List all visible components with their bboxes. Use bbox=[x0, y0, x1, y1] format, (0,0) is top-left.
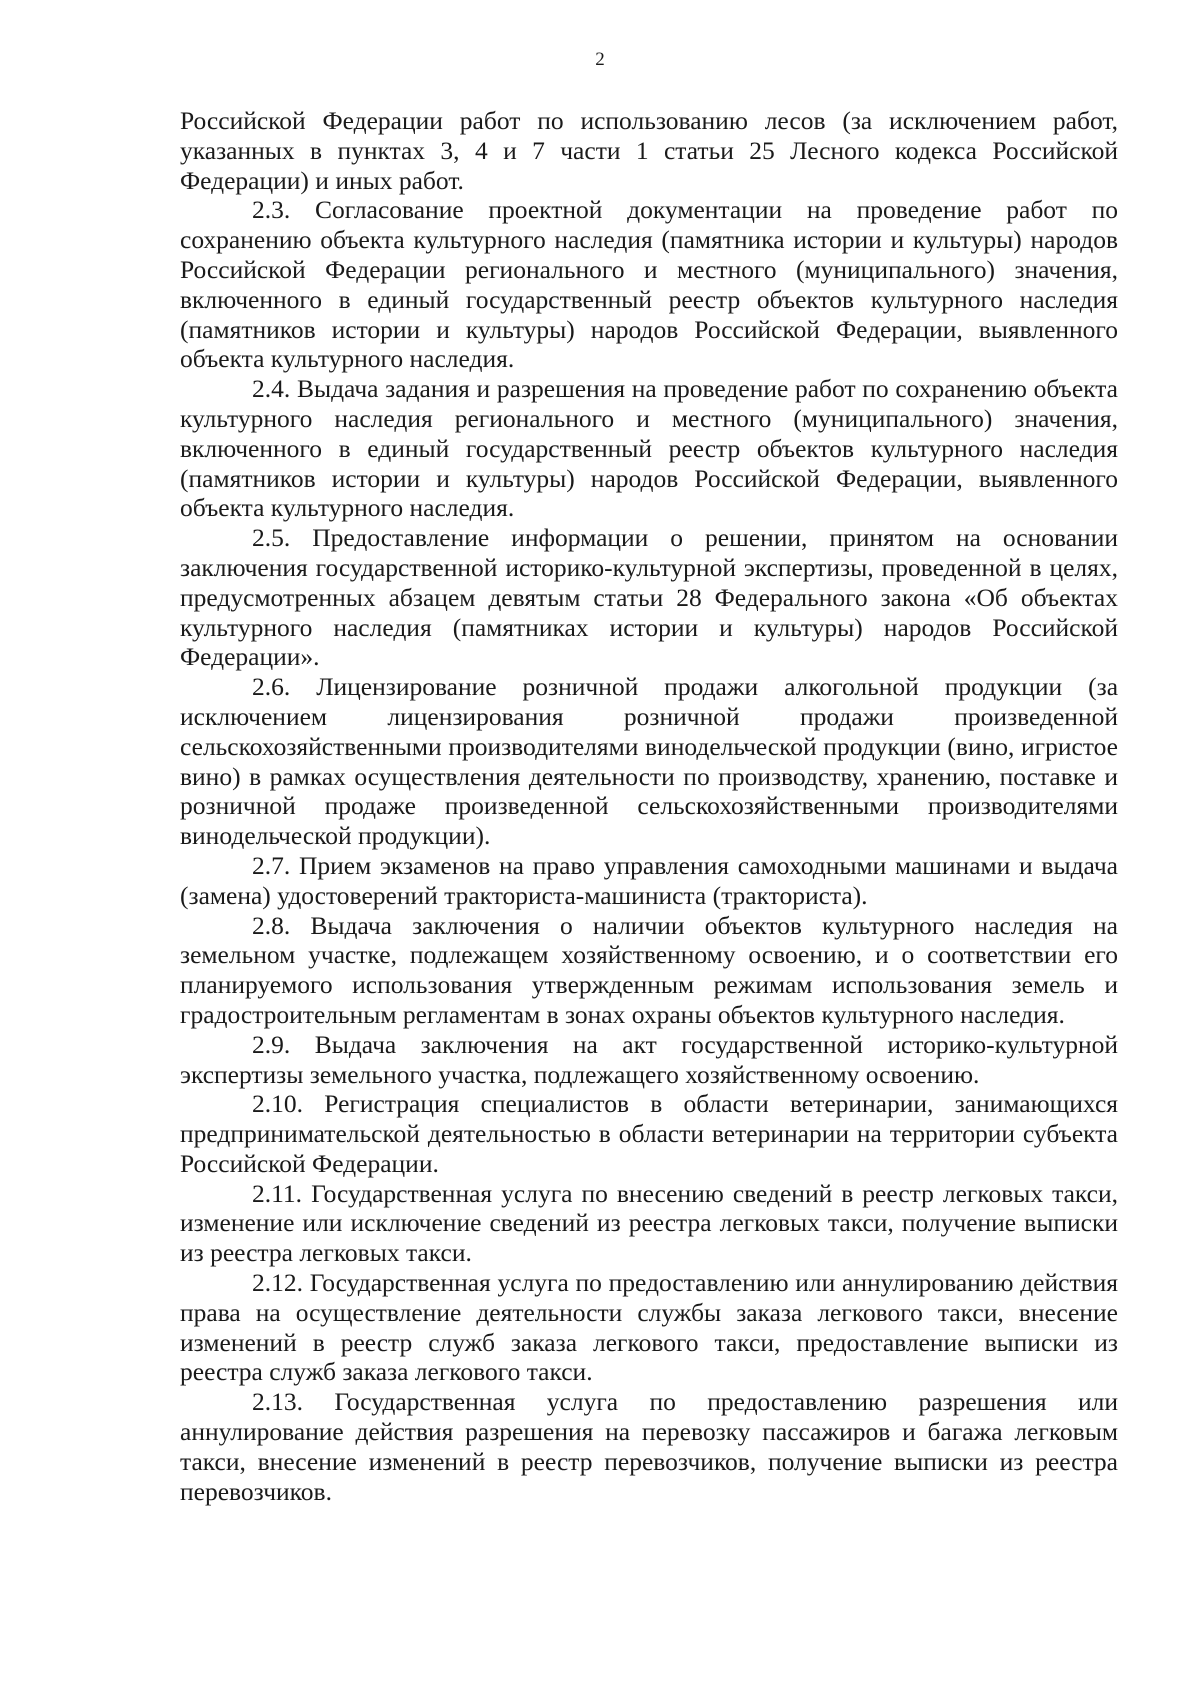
paragraph-text: Государственная услуга по предоставлению разрешения или аннулирование действия разрешения на перевозку пассажиров и багажа легковым такси, внесение изменений в реестр перевозчиков, получение выписки из реестра перевозчиков. bbox=[180, 1387, 1119, 1506]
paragraph-2-9 bbox=[180, 1030, 1118, 1090]
paragraph-text: Предоставление информации о решении, принятом на основании заключения государственной историко-культурной экспертизы, проведенной в целях, предусмотренных абзацем девятым статьи 28 Федерального закона «Об объектах культурного наследия (памятниках истории и культуры) народов Российской Федерации». bbox=[180, 523, 1118, 672]
paragraph-number: 2.9. bbox=[252, 1029, 291, 1059]
paragraph-text: Регистрация специалистов в области ветеринарии, занимающихся предпринимательской деятельностью в области ветеринарии на территории субъекта Российской Федерации. bbox=[180, 1089, 1118, 1178]
paragraph-number: 2.4. bbox=[252, 374, 291, 404]
paragraph-text: Прием экзаменов на право управления самоходными машинами и выдача (замена) удостоверений тракториста-машиниста (тракториста). bbox=[180, 850, 1118, 910]
paragraph-text: Государственная услуга по внесению сведений в реестр легковых такси, изменение или исключение сведений из реестра легковых такси, получение выписки из реестра легковых такси. bbox=[180, 1178, 1119, 1268]
paragraph-number: 2.6. bbox=[252, 672, 291, 702]
paragraph-text: Российской Федерации работ по использованию лесов (за исключением работ, указанных в пунктах 3, 4 и 7 части 1 статьи 25 Лесного кодекса Российской Федерации) и иных работ. bbox=[180, 106, 1118, 195]
paragraph-continuation bbox=[180, 106, 1118, 195]
paragraph-2-10 bbox=[180, 1089, 1118, 1178]
paragraph-number: 2.10. bbox=[252, 1089, 303, 1119]
paragraph-2-5 bbox=[180, 523, 1118, 672]
paragraph-text: Лицензирование розничной продажи алкогольной продукции (за исключением лицензирования розничной продажи произведенной сельскохозяйственными производителями винодельческой продукции (вино, игристое вино) в рамках осуществления деятельности по производству, хранению, поставке и розничной продаже произведенной сельскохозяйственными производителями винодельческой продукции). bbox=[180, 672, 1119, 851]
paragraph-text: Согласование проектной документации на проведение работ по сохранению объекта культурного наследия (памятника истории и культуры) народов Российской Федерации регионального и местного (муниципального) значения, включенного в единый государственный реестр объектов культурного наследия (памятников истории и культуры) народов Российской Федерации, выявленного объекта культурного наследия. bbox=[180, 195, 1119, 374]
paragraph-number: 2.7. bbox=[252, 850, 291, 880]
paragraph-number: 2.13. bbox=[252, 1387, 303, 1417]
page-number: 2 bbox=[595, 49, 605, 70]
paragraph-number: 2.3. bbox=[252, 195, 291, 225]
paragraph-2-6 bbox=[180, 672, 1118, 851]
paragraph-2-3 bbox=[180, 195, 1118, 374]
paragraph-2-12 bbox=[180, 1268, 1118, 1387]
paragraph-2-8 bbox=[180, 911, 1118, 1030]
paragraph-number: 2.12. bbox=[252, 1268, 303, 1298]
paragraph-number: 2.8. bbox=[252, 910, 291, 940]
paragraph-2-13 bbox=[180, 1387, 1118, 1506]
paragraph-2-4 bbox=[180, 374, 1118, 523]
paragraph-number: 2.5. bbox=[252, 523, 291, 553]
paragraph-number: 2.11. bbox=[252, 1178, 303, 1208]
paragraph-2-7 bbox=[180, 851, 1118, 911]
paragraph-2-11 bbox=[180, 1179, 1118, 1268]
paragraph-text: Государственная услуга по предоставлению или аннулированию действия права на осуществление деятельности службы заказа легкового такси, внесение изменений в реестр служб заказа легкового такси, предоставление выписки из реестра служб заказа легкового такси. bbox=[180, 1268, 1119, 1387]
paragraph-text: Выдача заключения о наличии объектов культурного наследия на земельном участке, подлежащем хозяйственному освоению, и о соответствии его планируемого использования утвержденным режимам использования земель и градостроительным регламентам в зонах охраны объектов культурного наследия. bbox=[180, 910, 1119, 1029]
paragraph-text: Выдача заключения на акт государственной историко-культурной экспертизы земельного участка, подлежащего хозяйственному освоению. bbox=[180, 1029, 1119, 1089]
paragraph-text: Выдача задания и разрешения на проведение работ по сохранению объекта культурного наследия регионального и местного (муниципального) значения, включенного в единый государственный реестр объектов культурного наследия (памятников истории и культуры) народов Российской Федерации, выявленного объекта культурного наследия. bbox=[180, 374, 1118, 523]
document-body bbox=[180, 106, 1118, 1506]
